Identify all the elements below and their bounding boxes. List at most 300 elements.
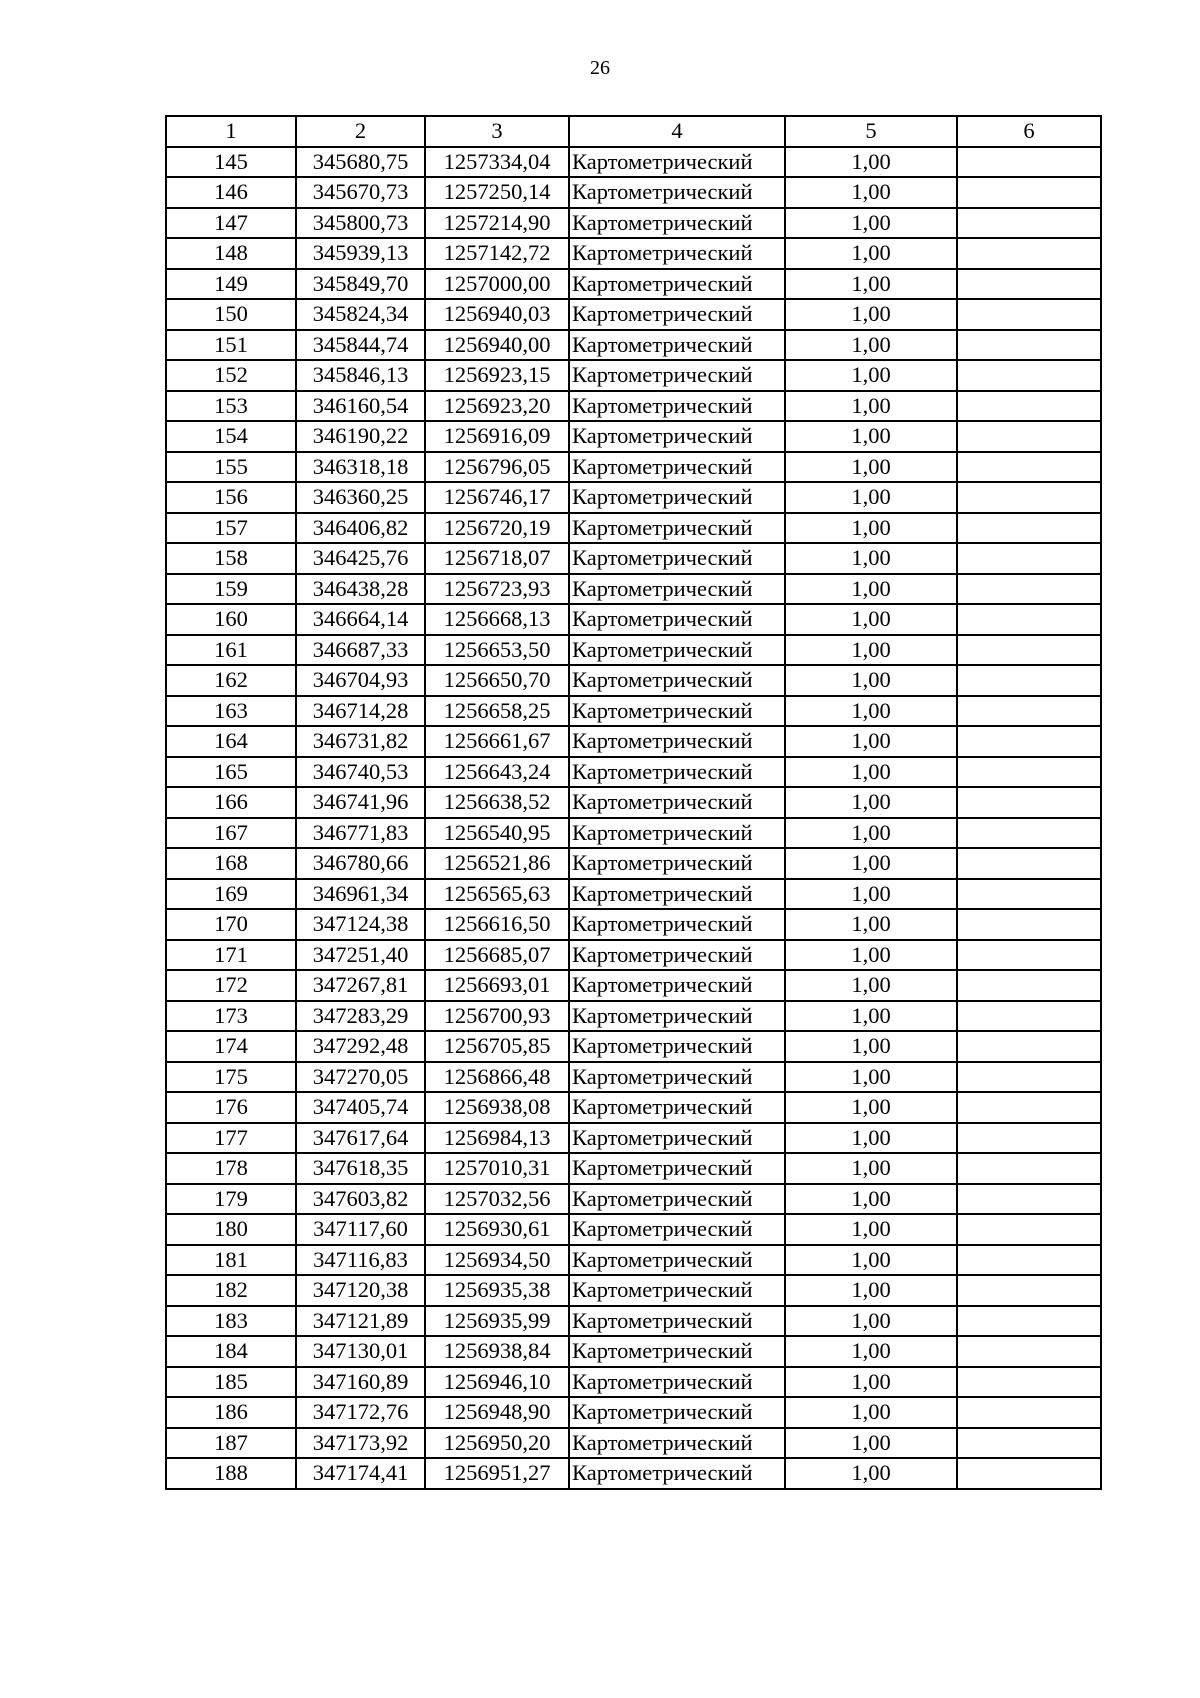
y-coordinate-cell: 1257000,00 [425,269,569,300]
accuracy-cell: 1,00 [785,1153,957,1184]
accuracy-cell: 1,00 [785,208,957,239]
accuracy-cell: 1,00 [785,391,957,422]
accuracy-cell: 1,00 [785,940,957,971]
table-row [166,1336,1101,1367]
coordinates-table [165,115,1102,1490]
accuracy-cell: 1,00 [785,269,957,300]
y-coordinate-cell: 1257142,72 [425,238,569,269]
point-number-cell: 188 [166,1458,296,1489]
point-number-cell: 159 [166,574,296,605]
description-cell [957,147,1101,178]
method-cell: Картометрический [569,452,785,483]
method-cell: Картометрический [569,909,785,940]
y-coordinate-cell: 1256650,70 [425,665,569,696]
y-coordinate-cell: 1256616,50 [425,909,569,940]
method-cell: Картометрический [569,604,785,635]
point-number-cell: 182 [166,1275,296,1306]
method-cell: Картометрический [569,330,785,361]
x-coordinate-cell: 347173,92 [296,1428,425,1459]
accuracy-cell: 1,00 [785,543,957,574]
x-coordinate-cell: 345800,73 [296,208,425,239]
table-row [166,452,1101,483]
x-coordinate-cell: 346406,82 [296,513,425,544]
y-coordinate-cell: 1256940,00 [425,330,569,361]
x-coordinate-cell: 347283,29 [296,1001,425,1032]
x-coordinate-cell: 347124,38 [296,909,425,940]
accuracy-cell: 1,00 [785,513,957,544]
accuracy-cell: 1,00 [785,726,957,757]
accuracy-cell: 1,00 [785,1336,957,1367]
point-number-cell: 164 [166,726,296,757]
accuracy-cell: 1,00 [785,879,957,910]
accuracy-cell: 1,00 [785,421,957,452]
x-coordinate-cell: 347117,60 [296,1214,425,1245]
y-coordinate-cell: 1256700,93 [425,1001,569,1032]
method-cell: Картометрический [569,391,785,422]
description-cell [957,482,1101,513]
x-coordinate-cell: 346741,96 [296,787,425,818]
x-coordinate-cell: 346961,34 [296,879,425,910]
description-cell [957,513,1101,544]
method-cell: Картометрический [569,848,785,879]
y-coordinate-cell: 1256718,07 [425,543,569,574]
method-cell: Картометрический [569,1031,785,1062]
x-coordinate-cell: 347270,05 [296,1062,425,1093]
description-cell [957,269,1101,300]
table-row [166,1062,1101,1093]
accuracy-cell: 1,00 [785,1062,957,1093]
method-cell: Картометрический [569,1153,785,1184]
table-row [166,1275,1101,1306]
table-row [166,909,1101,940]
x-coordinate-cell: 346714,28 [296,696,425,727]
description-cell [957,1458,1101,1489]
point-number-cell: 165 [166,757,296,788]
y-coordinate-cell: 1256658,25 [425,696,569,727]
x-coordinate-cell: 346780,66 [296,848,425,879]
point-number-cell: 166 [166,787,296,818]
method-cell: Картометрический [569,1062,785,1093]
method-cell: Картометрический [569,635,785,666]
description-cell [957,238,1101,269]
accuracy-cell: 1,00 [785,1367,957,1398]
y-coordinate-cell: 1256923,15 [425,360,569,391]
accuracy-cell: 1,00 [785,848,957,879]
description-cell [957,574,1101,605]
accuracy-cell: 1,00 [785,787,957,818]
column-header: 1 [166,116,296,147]
description-cell [957,208,1101,239]
description-cell [957,330,1101,361]
description-cell [957,360,1101,391]
accuracy-cell: 1,00 [785,1428,957,1459]
description-cell [957,879,1101,910]
method-cell: Картометрический [569,787,785,818]
method-cell: Картометрический [569,208,785,239]
accuracy-cell: 1,00 [785,635,957,666]
x-coordinate-cell: 346190,22 [296,421,425,452]
method-cell: Картометрический [569,1184,785,1215]
point-number-cell: 175 [166,1062,296,1093]
table-row [166,604,1101,635]
x-coordinate-cell: 347405,74 [296,1092,425,1123]
y-coordinate-cell: 1256746,17 [425,482,569,513]
y-coordinate-cell: 1256723,93 [425,574,569,605]
method-cell: Картометрический [569,665,785,696]
description-cell [957,1336,1101,1367]
method-cell: Картометрический [569,238,785,269]
point-number-cell: 171 [166,940,296,971]
accuracy-cell: 1,00 [785,1031,957,1062]
x-coordinate-cell: 347617,64 [296,1123,425,1154]
method-cell: Картометрический [569,818,785,849]
x-coordinate-cell: 347120,38 [296,1275,425,1306]
method-cell: Картометрический [569,360,785,391]
y-coordinate-cell: 1256866,48 [425,1062,569,1093]
x-coordinate-cell: 347130,01 [296,1336,425,1367]
description-cell [957,909,1101,940]
table-row [166,1367,1101,1398]
point-number-cell: 160 [166,604,296,635]
point-number-cell: 149 [166,269,296,300]
x-coordinate-cell: 345846,13 [296,360,425,391]
table-row [166,421,1101,452]
method-cell: Картометрический [569,879,785,910]
x-coordinate-cell: 347292,48 [296,1031,425,1062]
table-row [166,574,1101,605]
table-row [166,1184,1101,1215]
column-header: 2 [296,116,425,147]
accuracy-cell: 1,00 [785,1245,957,1276]
point-number-cell: 181 [166,1245,296,1276]
method-cell: Картометрический [569,1123,785,1154]
method-cell: Картометрический [569,1214,785,1245]
x-coordinate-cell: 347116,83 [296,1245,425,1276]
method-cell: Картометрический [569,726,785,757]
point-number-cell: 177 [166,1123,296,1154]
point-number-cell: 158 [166,543,296,574]
accuracy-cell: 1,00 [785,330,957,361]
accuracy-cell: 1,00 [785,1001,957,1032]
accuracy-cell: 1,00 [785,1306,957,1337]
point-number-cell: 184 [166,1336,296,1367]
method-cell: Картометрический [569,1001,785,1032]
table-row [166,1214,1101,1245]
column-header: 3 [425,116,569,147]
table-row [166,208,1101,239]
description-cell [957,1062,1101,1093]
accuracy-cell: 1,00 [785,604,957,635]
x-coordinate-cell: 347174,41 [296,1458,425,1489]
y-coordinate-cell: 1256643,24 [425,757,569,788]
y-coordinate-cell: 1256951,27 [425,1458,569,1489]
table-row [166,543,1101,574]
point-number-cell: 174 [166,1031,296,1062]
x-coordinate-cell: 345849,70 [296,269,425,300]
method-cell: Картометрический [569,696,785,727]
table-row [166,1306,1101,1337]
point-number-cell: 154 [166,421,296,452]
table-row [166,940,1101,971]
header-row [166,116,1101,147]
table-row [166,1245,1101,1276]
method-cell: Картометрический [569,513,785,544]
method-cell: Картометрический [569,1458,785,1489]
y-coordinate-cell: 1257334,04 [425,147,569,178]
description-cell [957,604,1101,635]
table-row [166,177,1101,208]
accuracy-cell: 1,00 [785,970,957,1001]
table-row [166,787,1101,818]
description-cell [957,726,1101,757]
column-header: 4 [569,116,785,147]
x-coordinate-cell: 345670,73 [296,177,425,208]
accuracy-cell: 1,00 [785,665,957,696]
description-cell [957,848,1101,879]
table-row [166,269,1101,300]
method-cell: Картометрический [569,1367,785,1398]
description-cell [957,1031,1101,1062]
point-number-cell: 185 [166,1367,296,1398]
table-body [166,147,1101,1489]
description-cell [957,1275,1101,1306]
x-coordinate-cell: 345939,13 [296,238,425,269]
method-cell: Картометрический [569,757,785,788]
x-coordinate-cell: 347121,89 [296,1306,425,1337]
description-cell [957,299,1101,330]
y-coordinate-cell: 1256938,08 [425,1092,569,1123]
method-cell: Картометрический [569,269,785,300]
method-cell: Картометрический [569,1275,785,1306]
x-coordinate-cell: 345680,75 [296,147,425,178]
method-cell: Картометрический [569,299,785,330]
table-row [166,147,1101,178]
y-coordinate-cell: 1256948,90 [425,1397,569,1428]
y-coordinate-cell: 1256796,05 [425,452,569,483]
x-coordinate-cell: 347172,76 [296,1397,425,1428]
table-row [166,848,1101,879]
description-cell [957,818,1101,849]
accuracy-cell: 1,00 [785,696,957,727]
point-number-cell: 180 [166,1214,296,1245]
method-cell: Картометрический [569,147,785,178]
point-number-cell: 150 [166,299,296,330]
description-cell [957,1001,1101,1032]
table-row [166,391,1101,422]
y-coordinate-cell: 1256946,10 [425,1367,569,1398]
table-row [166,970,1101,1001]
table-row [166,513,1101,544]
description-cell [957,1153,1101,1184]
accuracy-cell: 1,00 [785,1458,957,1489]
accuracy-cell: 1,00 [785,1092,957,1123]
y-coordinate-cell: 1256668,13 [425,604,569,635]
table-row [166,1153,1101,1184]
table-row [166,482,1101,513]
y-coordinate-cell: 1256934,50 [425,1245,569,1276]
description-cell [957,421,1101,452]
y-coordinate-cell: 1256653,50 [425,635,569,666]
description-cell [957,787,1101,818]
description-cell [957,940,1101,971]
method-cell: Картометрический [569,1092,785,1123]
x-coordinate-cell: 345824,34 [296,299,425,330]
x-coordinate-cell: 346160,54 [296,391,425,422]
point-number-cell: 179 [166,1184,296,1215]
y-coordinate-cell: 1256984,13 [425,1123,569,1154]
y-coordinate-cell: 1257214,90 [425,208,569,239]
table-row [166,1123,1101,1154]
description-cell [957,1214,1101,1245]
x-coordinate-cell: 346664,14 [296,604,425,635]
method-cell: Картометрический [569,1397,785,1428]
table-row [166,1458,1101,1489]
point-number-cell: 176 [166,1092,296,1123]
point-number-cell: 183 [166,1306,296,1337]
x-coordinate-cell: 346438,28 [296,574,425,605]
y-coordinate-cell: 1256720,19 [425,513,569,544]
table-row [166,1428,1101,1459]
table-row [166,238,1101,269]
description-cell [957,1123,1101,1154]
method-cell: Картометрический [569,543,785,574]
y-coordinate-cell: 1256661,67 [425,726,569,757]
point-number-cell: 146 [166,177,296,208]
description-cell [957,1184,1101,1215]
description-cell [957,1092,1101,1123]
table-row [166,879,1101,910]
table-row [166,757,1101,788]
x-coordinate-cell: 346740,53 [296,757,425,788]
x-coordinate-cell: 347251,40 [296,940,425,971]
accuracy-cell: 1,00 [785,177,957,208]
y-coordinate-cell: 1257032,56 [425,1184,569,1215]
method-cell: Картометрический [569,1245,785,1276]
description-cell [957,970,1101,1001]
accuracy-cell: 1,00 [785,1397,957,1428]
point-number-cell: 147 [166,208,296,239]
description-cell [957,1428,1101,1459]
y-coordinate-cell: 1256705,85 [425,1031,569,1062]
table-row [166,1397,1101,1428]
table-row [166,665,1101,696]
table-row [166,1031,1101,1062]
x-coordinate-cell: 345844,74 [296,330,425,361]
point-number-cell: 157 [166,513,296,544]
y-coordinate-cell: 1256638,52 [425,787,569,818]
point-number-cell: 148 [166,238,296,269]
description-cell [957,1245,1101,1276]
method-cell: Картометрический [569,574,785,605]
point-number-cell: 173 [166,1001,296,1032]
description-cell [957,696,1101,727]
y-coordinate-cell: 1256916,09 [425,421,569,452]
accuracy-cell: 1,00 [785,1123,957,1154]
accuracy-cell: 1,00 [785,757,957,788]
point-number-cell: 145 [166,147,296,178]
point-number-cell: 167 [166,818,296,849]
y-coordinate-cell: 1257010,31 [425,1153,569,1184]
method-cell: Картометрический [569,1428,785,1459]
description-cell [957,635,1101,666]
description-cell [957,757,1101,788]
description-cell [957,543,1101,574]
accuracy-cell: 1,00 [785,360,957,391]
accuracy-cell: 1,00 [785,909,957,940]
x-coordinate-cell: 346360,25 [296,482,425,513]
x-coordinate-cell: 346771,83 [296,818,425,849]
column-header: 6 [957,116,1101,147]
point-number-cell: 186 [166,1397,296,1428]
table-row [166,299,1101,330]
table-row [166,1092,1101,1123]
table-row [166,330,1101,361]
table-row [166,360,1101,391]
table-row [166,635,1101,666]
point-number-cell: 170 [166,909,296,940]
point-number-cell: 172 [166,970,296,1001]
point-number-cell: 163 [166,696,296,727]
description-cell [957,665,1101,696]
y-coordinate-cell: 1256693,01 [425,970,569,1001]
x-coordinate-cell: 347618,35 [296,1153,425,1184]
accuracy-cell: 1,00 [785,147,957,178]
y-coordinate-cell: 1257250,14 [425,177,569,208]
x-coordinate-cell: 346425,76 [296,543,425,574]
point-number-cell: 151 [166,330,296,361]
description-cell [957,1397,1101,1428]
point-number-cell: 187 [166,1428,296,1459]
method-cell: Картометрический [569,482,785,513]
y-coordinate-cell: 1256935,38 [425,1275,569,1306]
method-cell: Картометрический [569,940,785,971]
table-row [166,1001,1101,1032]
accuracy-cell: 1,00 [785,1184,957,1215]
column-header: 5 [785,116,957,147]
x-coordinate-cell: 347603,82 [296,1184,425,1215]
point-number-cell: 169 [166,879,296,910]
method-cell: Картометрический [569,1306,785,1337]
accuracy-cell: 1,00 [785,238,957,269]
description-cell [957,1306,1101,1337]
y-coordinate-cell: 1256923,20 [425,391,569,422]
table-row [166,696,1101,727]
y-coordinate-cell: 1256930,61 [425,1214,569,1245]
x-coordinate-cell: 346318,18 [296,452,425,483]
x-coordinate-cell: 346731,82 [296,726,425,757]
accuracy-cell: 1,00 [785,574,957,605]
description-cell [957,391,1101,422]
point-number-cell: 155 [166,452,296,483]
x-coordinate-cell: 346687,33 [296,635,425,666]
accuracy-cell: 1,00 [785,1275,957,1306]
accuracy-cell: 1,00 [785,818,957,849]
y-coordinate-cell: 1256950,20 [425,1428,569,1459]
point-number-cell: 168 [166,848,296,879]
table-row [166,818,1101,849]
point-number-cell: 161 [166,635,296,666]
y-coordinate-cell: 1256935,99 [425,1306,569,1337]
method-cell: Картометрический [569,1336,785,1367]
page-number: 26 [590,57,610,79]
point-number-cell: 152 [166,360,296,391]
point-number-cell: 156 [166,482,296,513]
y-coordinate-cell: 1256938,84 [425,1336,569,1367]
method-cell: Картометрический [569,177,785,208]
table-row [166,726,1101,757]
method-cell: Картометрический [569,970,785,1001]
y-coordinate-cell: 1256565,63 [425,879,569,910]
